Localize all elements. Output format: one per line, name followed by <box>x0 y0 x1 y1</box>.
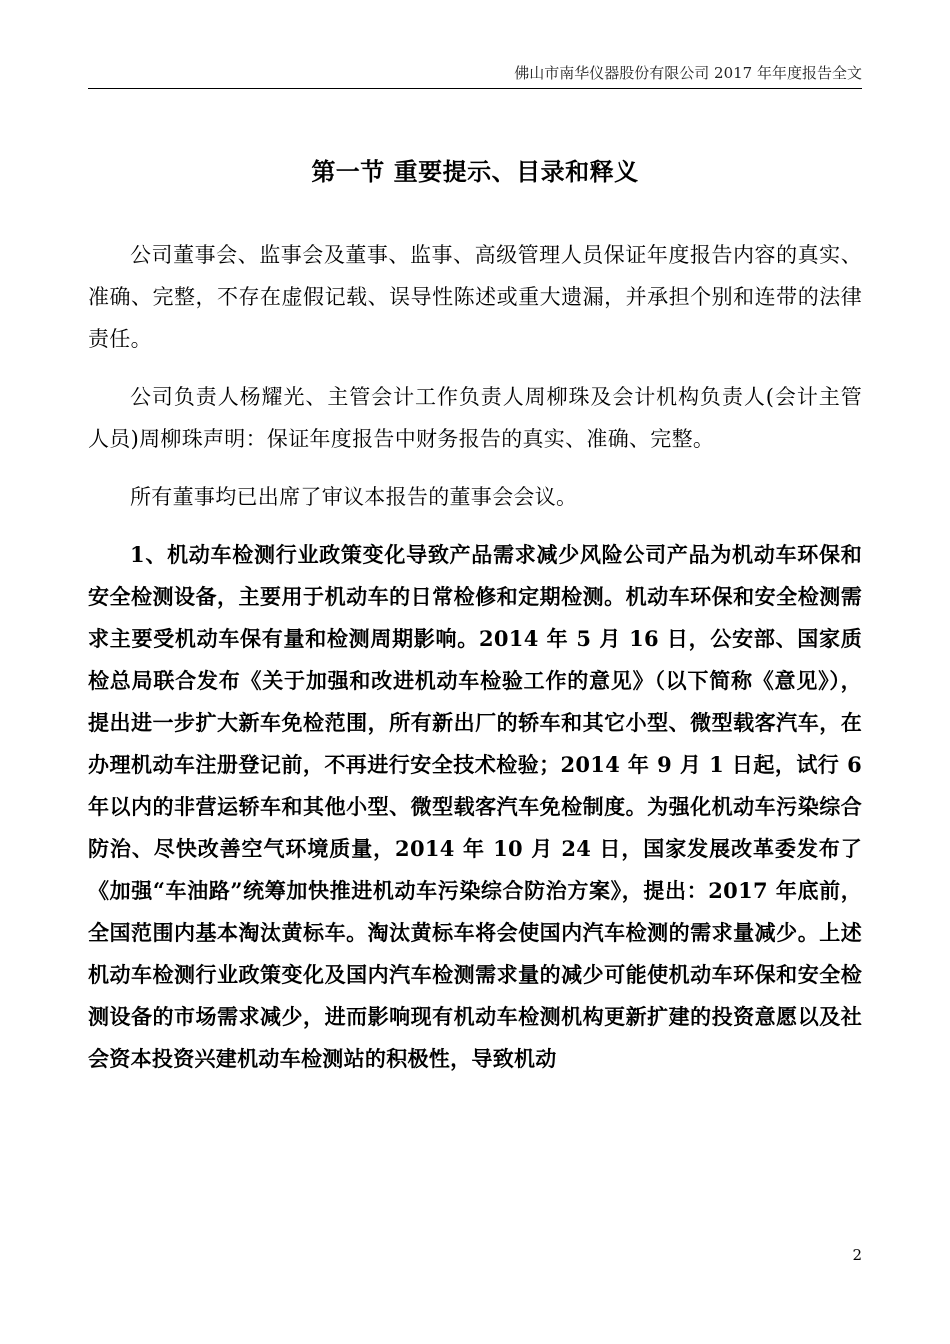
paragraph-board-guarantee: 公司董事会、监事会及董事、监事、高级管理人员保证年度报告内容的真实、准确、完整，不存在虚假记载、误导性陈述或重大遗漏，并承担个别和连带的法律责任。 <box>88 243 862 351</box>
paragraph-risk-policy-change: 1、机动车检测行业政策变化导致产品需求减少风险公司产品为机动车环保和安全检测设备，主要用于机动车的日常检修和定期检测。机动车环保和安全检测需求主要受机动车保有量和检测周期影响。2014 年 5 月 16 日，公安部、国家质检总局联合发布《关于加强和改进机动车检验工作的意见》（以下简称《意见》），提出进一步扩大新车免检范围，所有新出厂的轿车和其它小型、微型载客汽车，在办理机动车注册登记前，不再进行安全技术检验；2014 年 9 月 1 日起，试行 6 年以内的非营运轿车和其他小型、微型载客汽车免检制度。为强化机动车污染综合防治、尽快改善空气环境质量，2014 年 10 月 24 日，国家发展改革委发布了《加强“车油路”统筹加快推进机动车污染综合防治方案》，提出：2017 年底前，全国范围内基本淘汰黄标车。淘汰黄标车将会使国内汽车检测的需求量减少。上述机动车检测行业政策变化及国内汽车检测需求量的减少可能使机动车环保和安全检测设备的市场需求减少，进而影响现有机动车检测机构更新扩建的投资意愿以及社会资本投资兴建机动车检测站的积极性，导致机动 <box>88 542 862 1071</box>
section-title: 第一节 重要提示、目录和释义 <box>311 157 639 186</box>
paragraph-responsible-persons-statement: 公司负责人杨耀光、主管会计工作负责人周柳珠及会计机构负责人(会计主管人员)周柳珠声明：保证年度报告中财务报告的真实、准确、完整。 <box>88 385 862 451</box>
page-number: 2 <box>852 1246 862 1264</box>
header-divider <box>88 88 862 89</box>
body-text <box>88 234 862 1096</box>
paragraph-directors-attendance: 所有董事均已出席了审议本报告的董事会会议。 <box>130 485 578 509</box>
running-header: 佛山市南华仪器股份有限公司 2017 年年度报告全文 <box>514 64 862 82</box>
